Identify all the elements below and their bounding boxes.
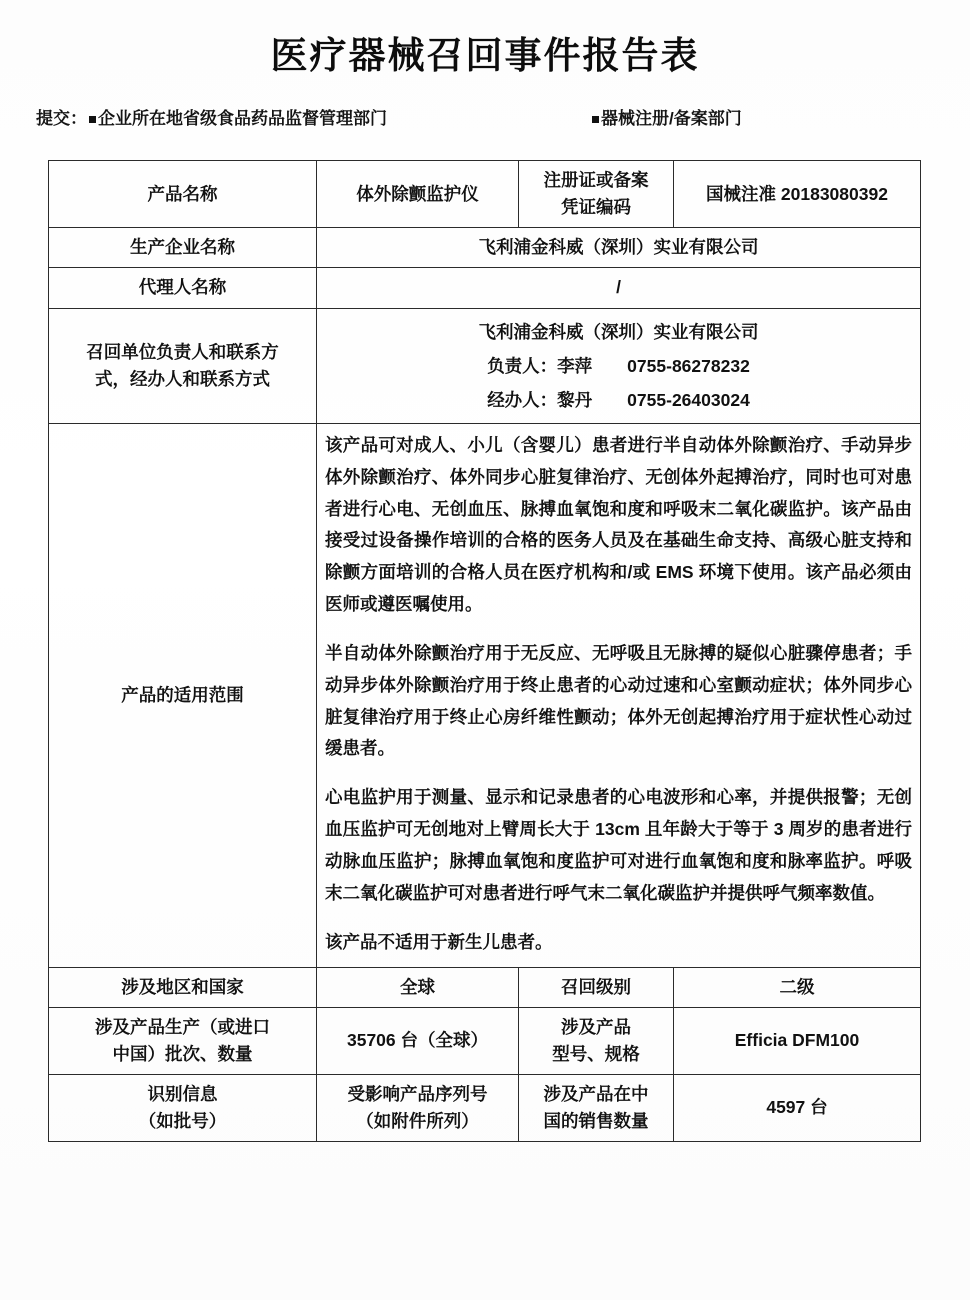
scope-paragraph-4: 该产品不适用于新生儿患者。 bbox=[325, 931, 553, 952]
serial-number-value bbox=[317, 1074, 519, 1141]
table-row-identification-sales bbox=[49, 1074, 921, 1141]
contact-company: 飞利浦金科威（深圳）实业有限公司 bbox=[478, 321, 759, 342]
identification-label bbox=[49, 1074, 317, 1141]
china-sales-label-line1: 涉及产品在中 bbox=[543, 1083, 649, 1104]
batch-quantity-value: 35706 台（全球） bbox=[317, 1007, 519, 1074]
batch-quantity-label bbox=[49, 1007, 317, 1074]
contact-label-line1: 召回单位负责人和联系方 bbox=[86, 341, 279, 362]
model-spec-label bbox=[519, 1007, 674, 1074]
table-row-manufacturer bbox=[49, 228, 921, 268]
china-sales-label bbox=[519, 1074, 674, 1141]
contact-label-line2: 式，经办人和联系方式 bbox=[95, 368, 270, 389]
contact-handler-person: 经办人：黎丹 0755-26403024 bbox=[487, 389, 750, 410]
contact-responsible-person: 负责人：李萍 0755-86278232 bbox=[487, 355, 750, 376]
china-sales-label-line2: 国的销售数量 bbox=[543, 1111, 649, 1132]
recall-report-table-wrapper bbox=[48, 160, 920, 1142]
table-row-agent bbox=[49, 268, 921, 308]
contact-label bbox=[49, 308, 317, 423]
model-spec-label-line1: 涉及产品 bbox=[561, 1016, 631, 1037]
table-row-product-name bbox=[49, 161, 921, 228]
table-row-region-level bbox=[49, 967, 921, 1007]
table-row-contacts bbox=[49, 308, 921, 423]
identification-label-line1: 识别信息 bbox=[147, 1083, 218, 1104]
submit-option-registration[interactable] bbox=[592, 104, 742, 129]
scope-paragraph-3: 心电监护用于测量、显示和记录患者的心电波形和心率，并提供报警；无创血压监护可无创地对上臂周长大于 13cm 且年龄大于等于 3 周岁的患者进行动脉血压监护；脉搏血氧饱和度监护可对进行血氧饱和度和脉率监护。呼吸末二氧化碳监护可对患者进行呼气末二氧化碳监护并提供呼气频率数值。 bbox=[325, 787, 912, 903]
recall-level-label: 召回级别 bbox=[519, 967, 674, 1007]
page-title: 医疗器械召回事件报告表 bbox=[270, 35, 700, 76]
registration-code-label-line1: 注册证或备案 bbox=[543, 170, 649, 190]
checkbox-filled-icon[interactable] bbox=[89, 116, 96, 123]
product-name-value: 体外除颤监护仪 bbox=[317, 161, 519, 228]
scope-paragraph-2: 半自动体外除颤治疗用于无反应、无呼吸且无脉搏的疑似心脏骤停患者；手动异步体外除颤治疗用于终止患者的心动过速和心室颤动症状；体外同步心脏复律治疗用于终止心房纤维性颤动；体外无创起搏治疗用于症状性心动过缓患者。 bbox=[325, 642, 912, 759]
identification-label-line2: （如批号） bbox=[138, 1111, 227, 1132]
product-name-label: 产品名称 bbox=[49, 161, 317, 228]
manufacturer-value: 飞利浦金科威（深圳）实业有限公司 bbox=[317, 228, 921, 268]
agent-label: 代理人名称 bbox=[49, 268, 317, 308]
model-spec-value: Efficia DFM100 bbox=[674, 1007, 921, 1074]
scope-paragraph-1: 该产品可对成人、小儿（含婴儿）患者进行半自动体外除颤治疗、手动异步体外除颤治疗、体外同步心脏复律治疗、无创体外起搏治疗，同时也可对患者进行心电、无创血压、脉搏血氧饱和度和呼吸末二氧化碳监护。该产品由接受过设备操作培训的合格的医务人员及在基础生命支持、高级心脏支持和除颤方面培训的合格人员在医疗机构和/或 EMS 环境下使用。该产品必须由医师或遵医嘱使用。 bbox=[325, 434, 912, 615]
batch-quantity-label-line2: 中国）批次、数量 bbox=[112, 1043, 253, 1064]
scope-label: 产品的适用范围 bbox=[49, 423, 317, 967]
recall-level-value: 二级 bbox=[674, 967, 921, 1007]
submit-option-provincial[interactable] bbox=[89, 104, 387, 129]
region-value: 全球 bbox=[317, 967, 519, 1007]
table-row-batch-model bbox=[49, 1007, 921, 1074]
registration-code-label-line2: 凭证编码 bbox=[561, 197, 631, 218]
submit-option-registration-label: 器械注册/备案部门 bbox=[601, 109, 742, 129]
model-spec-label-line2: 型号、规格 bbox=[552, 1043, 640, 1064]
checkbox-filled-icon[interactable] bbox=[592, 116, 599, 123]
submit-label: 提交： bbox=[36, 109, 87, 129]
region-label: 涉及地区和国家 bbox=[49, 967, 317, 1007]
manufacturer-label: 生产企业名称 bbox=[49, 228, 317, 268]
agent-value: / bbox=[317, 268, 921, 308]
registration-code-label bbox=[519, 161, 674, 228]
registration-code-value: 国械注准 20183080392 bbox=[674, 161, 921, 228]
batch-quantity-label-line1: 涉及产品生产（或进口 bbox=[95, 1016, 270, 1037]
recall-report-table bbox=[48, 160, 921, 1142]
submit-option-provincial-label: 企业所在地省级食品药品监督管理部门 bbox=[98, 109, 387, 129]
serial-number-value-line1: 受影响产品序列号 bbox=[347, 1083, 488, 1104]
scope-value bbox=[317, 423, 921, 967]
china-sales-value: 4597 台 bbox=[674, 1074, 921, 1141]
contact-value bbox=[317, 308, 921, 423]
serial-number-value-line2: （如附件所列） bbox=[356, 1111, 479, 1132]
table-row-scope bbox=[49, 423, 921, 967]
submit-line bbox=[0, 104, 970, 130]
